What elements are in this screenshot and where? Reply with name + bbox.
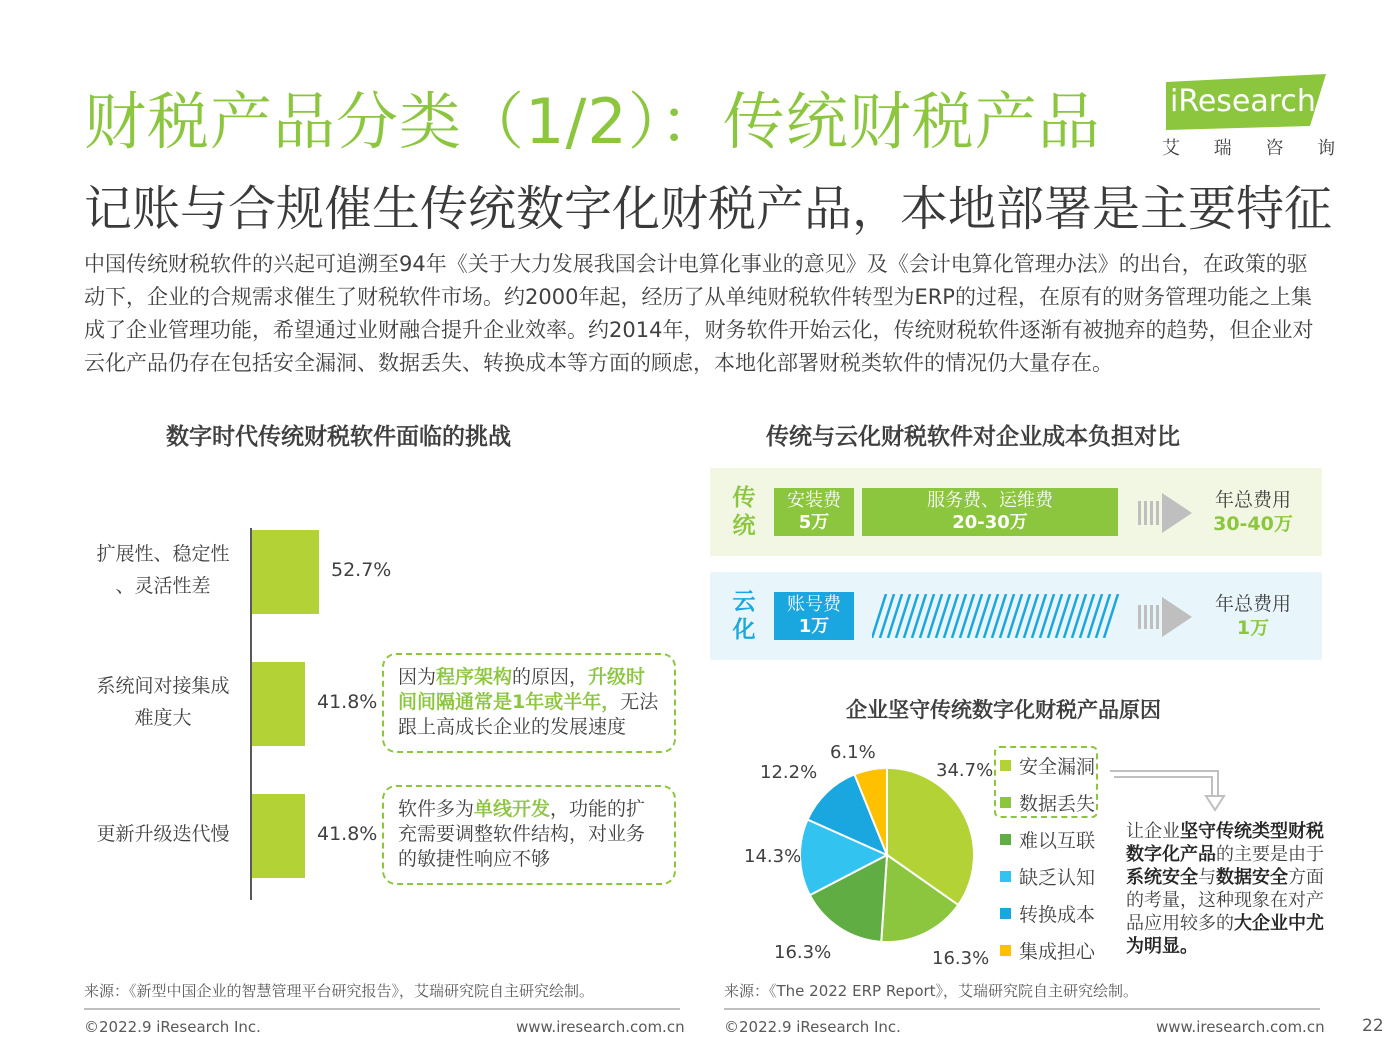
legend-label: 安全漏洞 [1019,755,1096,778]
legend-item-0 [994,748,1095,782]
left-footer-copyright: ©2022.9 iResearch Inc. [84,1018,261,1036]
service-fee-tag [862,488,1118,536]
note-bold4: 大企业中尤为明显。 [1126,913,1324,957]
hatch-line [888,594,902,638]
legend-swatch [1000,760,1011,771]
hatch-line [912,594,926,638]
hatch-line [1024,594,1038,638]
cloud-row [710,572,1322,660]
account-fee-tag [774,592,854,640]
hatch-line [928,594,942,638]
note-text4: 方面的考量，这种现象在对产品应用较多的 [1126,867,1324,934]
cloud-label: 云化 [732,589,756,643]
page-subtitle: 记账与合规催生传统数字化财税产品，本地部署是主要特征 [84,181,1333,237]
bar-1 [252,662,305,746]
note-bold3: 数据安全 [1216,867,1288,888]
pie-value-label-2: 16.3% [774,942,832,963]
bar-value-label-1: 41.8% [317,691,378,713]
callout-architecture [382,653,676,753]
traditional-total [1198,488,1308,536]
legend-label: 难以互联 [1019,829,1096,852]
left-section-heading: 数字时代传统财税软件面临的挑战 [166,424,511,450]
note-text1: 让企业 [1126,821,1180,842]
bar-0 [252,530,319,614]
pie-value-label-5: 6.1% [830,742,876,763]
hatch-line [1000,594,1014,638]
callout1-highlight1: 程序架构 [436,666,513,688]
arrow-right-icon [1136,592,1196,642]
account-fee-name: 账号费 [787,594,841,615]
hatch-line [1064,594,1078,638]
callout1-text3: 无法跟上高成长企业的发展速度 [398,691,659,738]
insight-note [1126,820,1326,958]
legend-item-3 [994,859,1095,893]
traditional-total-value: 30-40万 [1213,513,1293,535]
callout1-text2: 的原因， [512,666,589,688]
legend-swatch [1000,945,1011,956]
note-text3: 与 [1198,867,1216,888]
note-text2: 的主要是由于 [1216,844,1324,865]
right-divider [724,1008,1320,1010]
callout-development [382,785,676,885]
hatch-line [1080,594,1094,638]
service-fee-name: 服务费、运维费 [927,490,1053,511]
legend-label: 转换成本 [1019,903,1096,926]
account-fee-value: 1万 [798,616,830,637]
iresearch-logo [1160,74,1350,159]
legend-item-1 [994,785,1095,819]
left-footer-url: www.iresearch.com.cn [516,1018,685,1036]
traditional-row [710,468,1322,556]
bar-chart [80,520,392,900]
arrow-right-icon [1136,488,1196,538]
left-divider [84,1008,680,1010]
legend-item-4 [994,896,1095,930]
note-bold1: 坚守传统类型财税数字化产品 [1126,821,1324,865]
right-footer-url: www.iresearch.com.cn [1156,1018,1325,1036]
legend-item-5 [994,933,1095,967]
traditional-total-label: 年总费用 [1214,489,1291,511]
logo-cn: 艾 瑞 咨 询 [1162,138,1350,159]
legend-label: 数据丢失 [1019,792,1096,815]
cloud-total-value: 1万 [1236,617,1270,639]
cloud-total [1198,592,1308,640]
hatch-line [1032,594,1046,638]
hatch-line [1056,594,1070,638]
hatch-line [872,594,886,638]
cloud-total-label: 年总费用 [1214,593,1291,615]
hatch-line [1104,594,1118,638]
hatch-line [984,594,998,638]
left-source: 来源：《新型中国企业的智慧管理平台研究报告》，艾瑞研究院自主研究绘制。 [84,982,595,1000]
logo-text: iResearch [1170,84,1316,119]
hatch-line [904,594,918,638]
callout2-text1: 软件多为 [398,798,475,820]
pie-value-label-1: 16.3% [932,948,990,969]
traditional-label: 传统 [732,485,756,539]
page-title: 财税产品分类（1/2）：传统财税产品 [84,85,1101,158]
hatch-line [896,594,910,638]
hatch-line [1048,594,1062,638]
callout1-text1: 因为 [398,666,437,688]
hatch-line [1096,594,1110,638]
note-bold2: 系统安全 [1126,867,1198,888]
legend-swatch [1000,871,1011,882]
legend-swatch [1000,908,1011,919]
hatch-pattern [872,594,1120,638]
hatch-line [936,594,950,638]
bar-2 [252,794,305,878]
arrow-down-icon [1108,766,1238,816]
hatch-line [880,594,894,638]
install-fee-tag [774,488,854,536]
legend-label: 缺乏认知 [1019,866,1096,889]
hatch-line [1088,594,1102,638]
callout2-text2: ，功能的扩充需要调整软件结构，对业务的敏捷性响应不够 [398,798,646,870]
hatch-line [968,594,982,638]
pie-value-label-0: 34.7% [936,760,994,781]
intro-paragraph: 中国传统财税软件的兴起可追溯至94年《关于大力发展我国会计电算化事业的意见》及《会计电算化管理办法》的出台，在政策的驱动下，企业的合规需求催生了财税软件市场。约2000年起，经历了从单纯财税软件转型为ERP的过程，在原有的财务管理功能之上集成了企业管理功能，希望通过业财融合提升企业效率。约2014年，财务软件开始云化，传统财税软件逐渐有被抛弃的趋势，但企业对云化产品仍存在包括安全漏洞、数据丢失、转换成本等方面的顾虑，本地化部署财税类软件的情况仍大量存在。 [84,252,1314,375]
install-fee-value: 5万 [798,512,830,533]
bar-category-label-2: 更新升级迭代慢 [96,823,230,845]
legend-swatch [1000,797,1011,808]
hatch-line [992,594,1006,638]
right-section-heading: 传统与云化财税软件对企业成本负担对比 [766,424,1180,450]
pie-heading: 企业坚守传统数字化财税产品原因 [846,698,1161,722]
install-fee-name: 安装费 [787,490,841,511]
hatch-line [1016,594,1030,638]
legend-item-2 [994,822,1095,856]
bar-category-label-0: 扩展性、稳定性 、灵活性差 [96,543,230,597]
hatch-line [1008,594,1022,638]
service-fee-value: 20-30万 [952,512,1028,533]
bar-value-label-0: 52.7% [331,559,392,581]
hatch-line [1040,594,1054,638]
page-number: 22 [1362,1016,1384,1036]
legend-swatch [1000,834,1011,845]
hatch-line [920,594,934,638]
hatch-line [952,594,966,638]
callout2-highlight1: 单线开发 [474,798,551,820]
legend-label: 集成担心 [1019,940,1096,963]
callout1-highlight2: 升级时间间隔通常是1年或半年， [398,666,646,713]
right-footer-copyright: ©2022.9 iResearch Inc. [724,1018,901,1036]
right-source: 来源：《The 2022 ERP Report》，艾瑞研究院自主研究绘制。 [724,982,1139,1000]
hatch-line [976,594,990,638]
hatch-line [944,594,958,638]
bar-category-label-1: 系统间对接集成 难度大 [96,675,230,729]
hatch-line [960,594,974,638]
pie-value-label-4: 12.2% [760,762,818,783]
pie-value-label-3: 14.3% [744,846,802,867]
hatch-line [1072,594,1086,638]
bar-value-label-2: 41.8% [317,823,378,845]
